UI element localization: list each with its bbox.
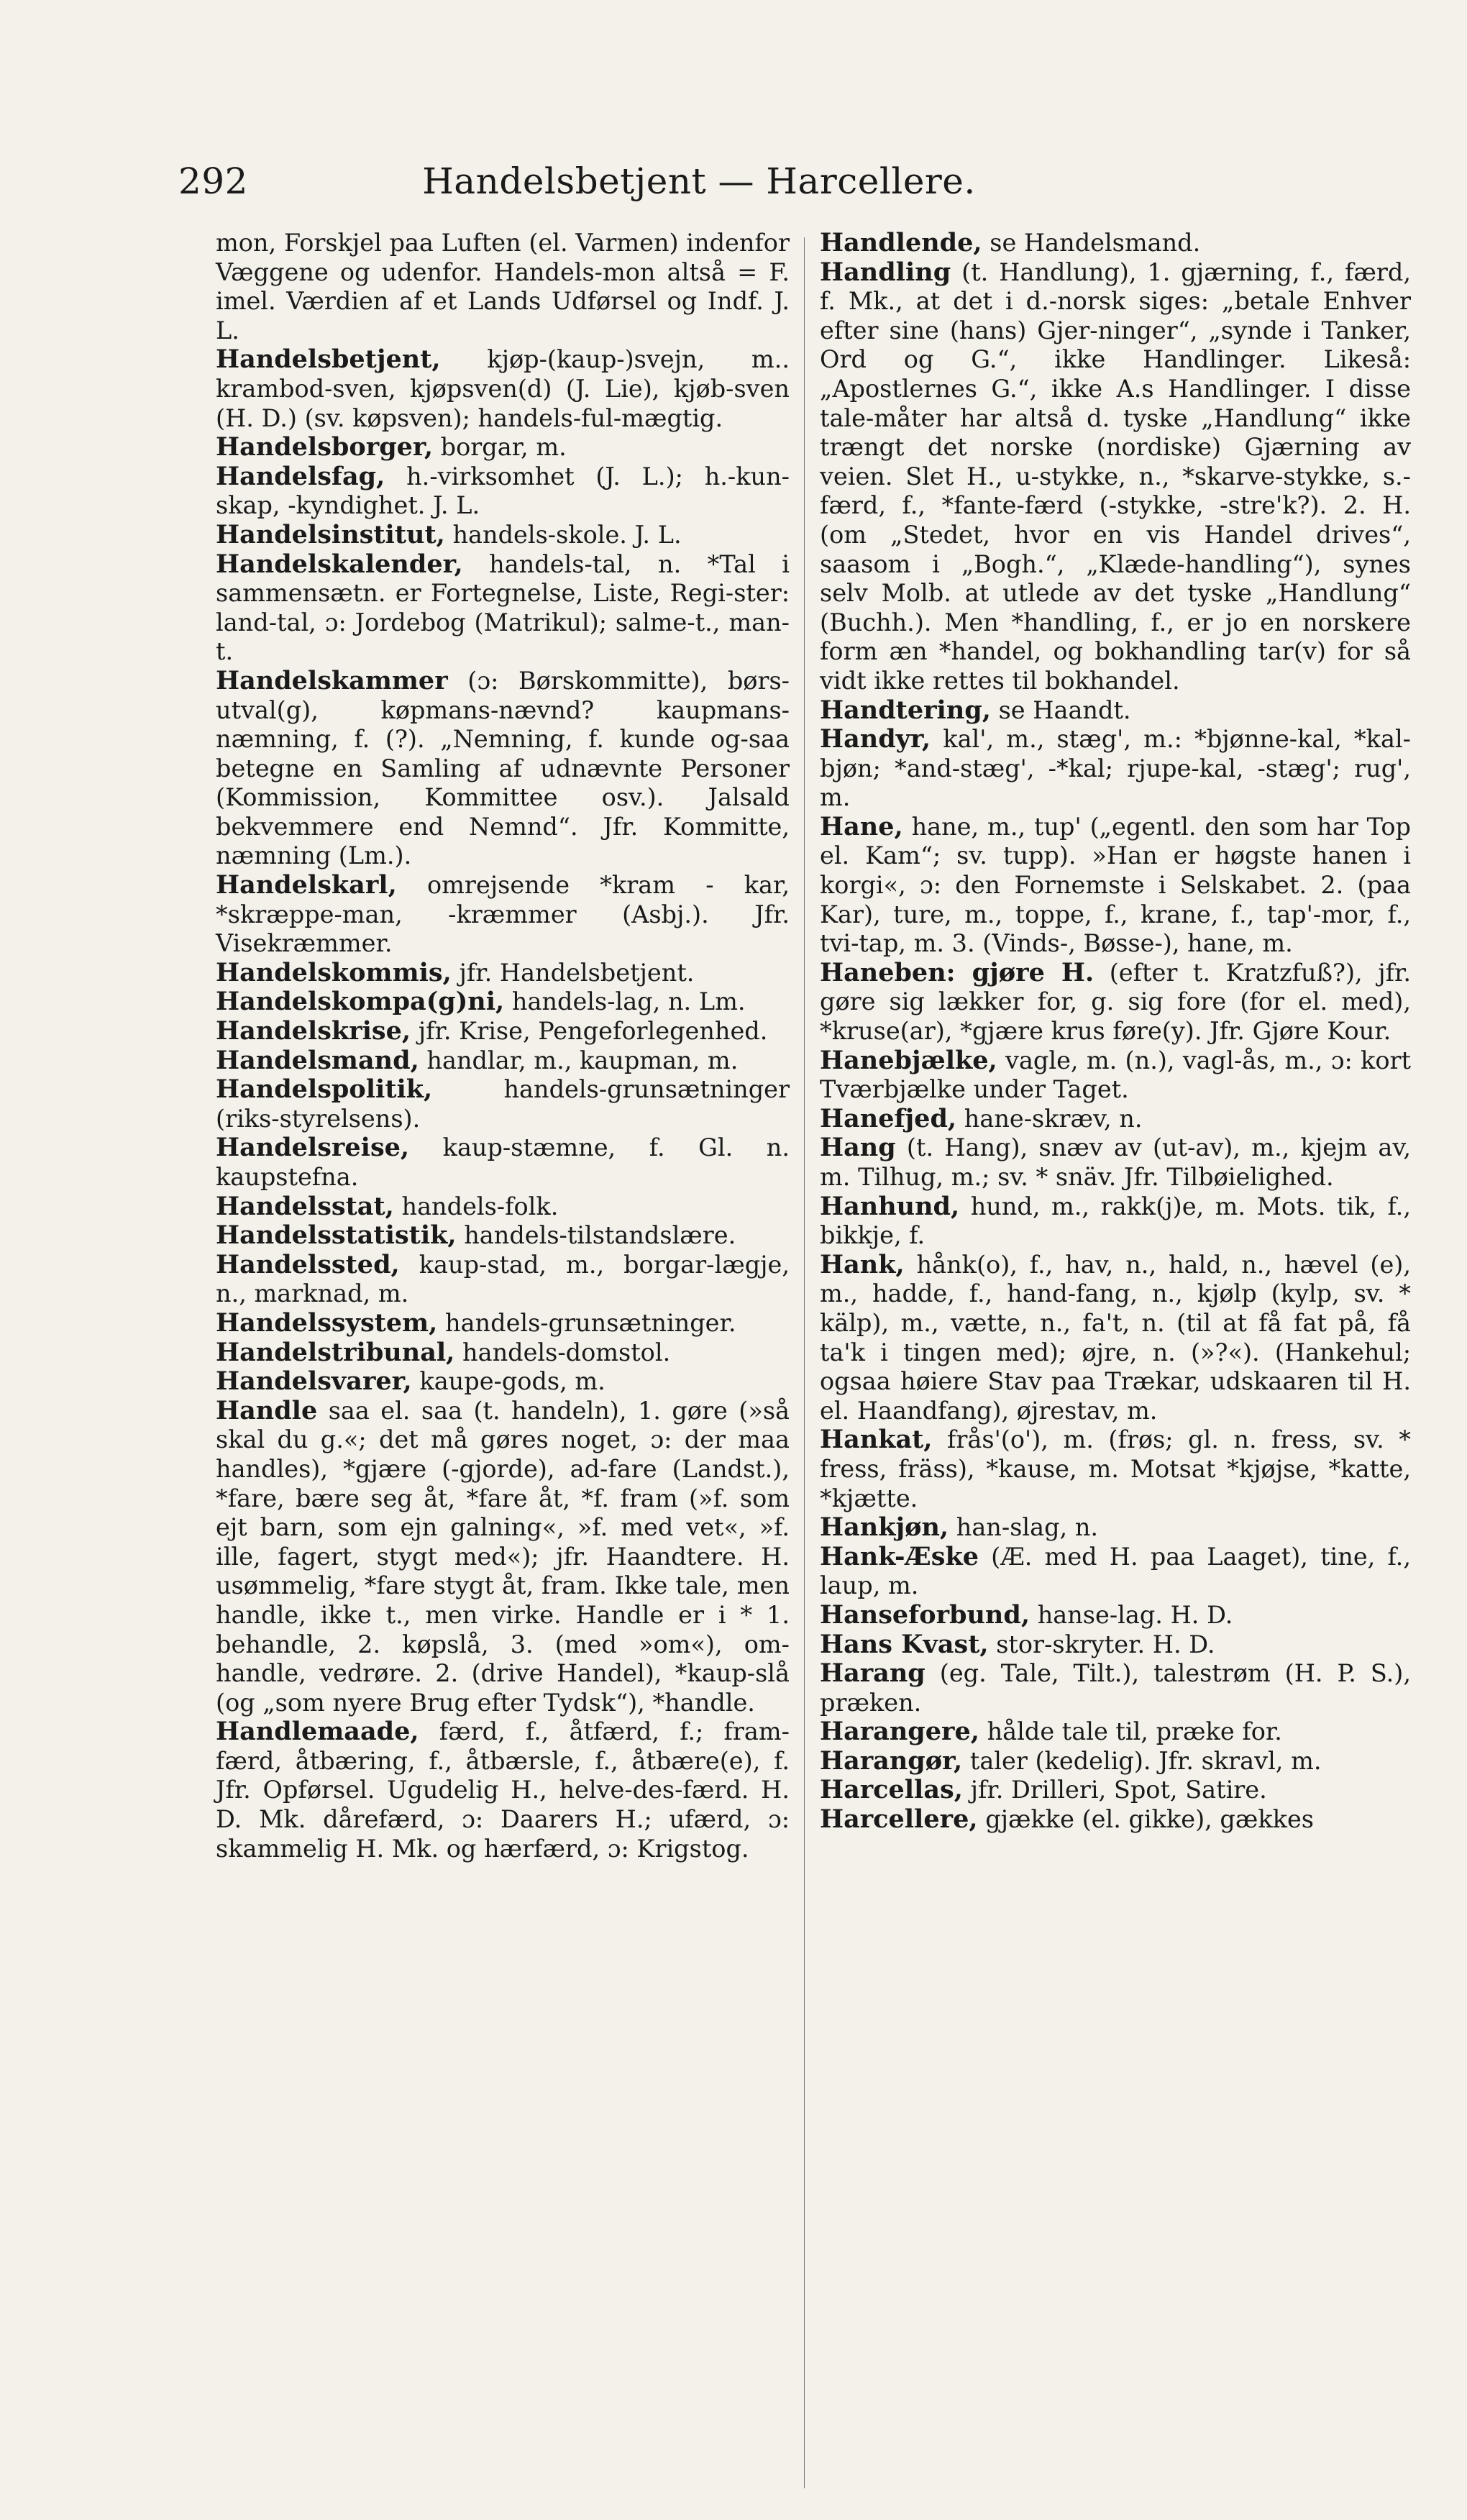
dictionary-entry	[820, 1659, 1411, 1717]
dictionary-entry	[216, 521, 790, 550]
dictionary-entry	[216, 667, 790, 871]
dictionary-entry	[216, 1046, 790, 1076]
dictionary-entry	[820, 1425, 1411, 1513]
dictionary-entry	[216, 1338, 790, 1368]
entry-definition: handels-lag, n. Lm.	[511, 987, 746, 1016]
entry-definition: se Haandt.	[998, 695, 1131, 724]
dictionary-entry	[216, 987, 790, 1017]
entry-headword: Handelskompa(g)ni,	[216, 987, 505, 1017]
entry-definition: hånk(o), f., hav, n., hald, n., hævel (e), m., hadde, f., hand-fang, n., kjølp (kylp, sv. * kälp), m., vætte, n., fa't, n. (til at få fat på, få ta'k i tingen med); øjre, n. (»?«). (Hankehul; ogsaa høiere Stav paa Trækar, udskaaren til H. el. Haandfang), øjrestav, m.	[820, 1250, 1411, 1425]
entry-headword: Handelsstat,	[216, 1191, 394, 1221]
dictionary-entry	[820, 1776, 1411, 1805]
dictionary-entry	[216, 1221, 790, 1251]
dictionary-entry	[216, 345, 790, 433]
dictionary-entry	[820, 1543, 1411, 1601]
dictionary-entry	[216, 1367, 790, 1397]
entry-headword: Harcellere,	[820, 1804, 978, 1835]
dictionary-entry	[820, 813, 1411, 959]
entry-headword: Harangere,	[820, 1717, 979, 1747]
entry-definition: han-slag, n.	[956, 1513, 1099, 1542]
entry-headword: Handelsvarer,	[216, 1366, 412, 1397]
entry-definition: kaup-stad, m., borgar-lægje, n., marknad, m.	[216, 1250, 790, 1308]
entry-definition: stor-skryter. H. D.	[996, 1630, 1215, 1658]
dictionary-entry	[820, 725, 1411, 813]
entry-headword: Handelssted,	[216, 1249, 400, 1279]
dictionary-entry	[216, 1192, 790, 1222]
entry-definition: (Æ. med H. paa Laaget), tine, f., laup, m.	[820, 1542, 1411, 1600]
entry-headword: Handelskammer	[216, 665, 448, 695]
entry-headword: Hank-Æske	[820, 1541, 979, 1571]
right-column	[820, 229, 1411, 1835]
dictionary-entry	[216, 1133, 790, 1192]
entry-headword: Harcellas,	[820, 1775, 963, 1805]
dictionary-entry	[216, 1397, 790, 1718]
entry-definition: (t. Hang), snæv av (ut-av), m., kjejm av, m. Tilhug, m.; sv. * snäv. Jfr. Tilbøielighed.	[820, 1133, 1411, 1191]
entry-definition: kjøp-(kaup-)svejn, m.. krambod-sven, kjøpsven(d) (J. Lie), kjøb-sven (H. D.) (sv. køpsven); handels-ful-mægtig.	[216, 345, 790, 432]
entry-headword: Handelspolitik,	[216, 1074, 433, 1105]
entry-definition: handels-tal, n. *Tal i sammensætn. er Fortegnelse, Liste, Regi-ster: land-tal, ɔ: Jordebog (Matrikul); salme-t., man-t.	[216, 549, 790, 666]
entry-definition: hane, m., tup' („egentl. den som har Top el. Kam“; sv. tupp). »Han er høgste hanen i korgi«, ɔ: den Fornemste i Selskabet. 2. (paa Kar), ture, m., toppe, f., krane, f., tap'-mor, f., tvi-tap, m. 3. (Vinds-, Bøsse-), hane, m.	[820, 812, 1412, 958]
entry-definition: hund, m., rakk(j)e, m. Mots. tik, f., bikkje, f.	[820, 1192, 1411, 1250]
dictionary-entry	[820, 1717, 1411, 1747]
entry-headword: Handelsbetjent,	[216, 344, 441, 375]
entry-headword: Handelsreise,	[216, 1133, 410, 1163]
dictionary-entry	[820, 1630, 1411, 1660]
dictionary-entry	[820, 1251, 1411, 1426]
entry-definition: (efter t. Kratzfuß?), jfr. gøre sig lækker for, g. sig fore (for el. med), *kruse(ar), *gjære krus føre(y). Jfr. Gjøre Kour.	[820, 958, 1411, 1046]
entry-headword: Handling	[820, 257, 951, 287]
entry-headword: Handelskalender,	[216, 549, 463, 579]
dictionary-entry	[820, 1805, 1411, 1835]
dictionary-entry	[216, 1717, 790, 1863]
entry-headword: Harang	[820, 1658, 926, 1689]
entry-headword: Hang	[820, 1133, 896, 1163]
dictionary-entry	[820, 1105, 1411, 1134]
dictionary-entry	[820, 1133, 1411, 1192]
entry-definition: handlar, m., kaupman, m.	[426, 1046, 739, 1074]
dictionary-entry	[216, 462, 790, 521]
entry-definition: se Handelsmand.	[990, 229, 1201, 257]
dictionary-entry	[820, 1513, 1411, 1543]
page-number: 292	[178, 160, 248, 202]
entry-definition: handels-skole. J. L.	[452, 520, 682, 549]
entry-headword: Haneben: gjøre H.	[820, 957, 1094, 987]
column-divider	[804, 237, 805, 2488]
entry-headword: Hanebjælke,	[820, 1045, 997, 1075]
entry-definition: hane-skræv, n.	[964, 1104, 1143, 1133]
dictionary-entry	[216, 433, 790, 462]
dictionary-entry	[216, 1309, 790, 1338]
entry-headword: Handelsinstitut,	[216, 519, 445, 549]
dictionary-entry	[820, 1192, 1411, 1251]
entry-definition: frås'(o'), m. (frøs; gl. n. fress, sv. * fress, fräss), *kause, m. Motsat *kjøjse, *katte, *kjætte.	[820, 1425, 1411, 1512]
entry-definition: (t. Handlung), 1. gjærning, f., færd, f. Mk., at det i d.-norsk siges: „betale Enhver efter sine (hans) Gjer-ninger“, „synde i Tanker, Ord og G.“, ikke Handlinger. Likeså: „Apostlernes G.“, ikke A.s Handlinger. I disse tale-måter har altså d. tyske „Handlung“ ikke trængt det norske (nordiske) Gjærning av veien. Slet H., u-stykke, n., *skarve-stykke, s.-færd, f., *fante-færd (-stykke, -stre'k?). 2. H. (om „Stedet, hvor en vis Handel drives“, saasom i „Bogh.“, „Klæde-handling“), synes selv Molb. at utlede av det tyske „Handlung“ (Buchh.). Men *handling, f., er jo en norskere form æn *handel, og bokhandling tar(v) for så vidt ikke rettes til bokhandel.	[820, 257, 1411, 695]
entry-definition: (ɔ: Børskommitte), børs-utval(g), køpmans-nævnd? kaupmans-næmning, f. (?). „Nemning, f. kunde og-saa betegne en Samling af udnævnte Personer (Kommission, Kommittee osv.). Jalsald bekvemmere end Nemnd“. Jfr. Kommitte, næmning (Lm.).	[216, 666, 790, 870]
entry-definition: kaup-stæmne, f. Gl. n. kaupstefna.	[216, 1133, 790, 1191]
dictionary-entry	[820, 258, 1411, 696]
entry-definition: borgar, m.	[440, 433, 567, 462]
entry-headword: Hanseforbund,	[820, 1599, 1030, 1630]
dictionary-entry	[216, 871, 790, 959]
entry-headword: Handlemaade,	[216, 1717, 419, 1747]
entry-headword: Handelsfag,	[216, 461, 385, 491]
entry-headword: Hans Kvast,	[820, 1629, 989, 1659]
entry-headword: Handlende,	[820, 228, 982, 257]
entry-headword: Hanhund,	[820, 1191, 960, 1221]
entry-definition: handels-grunsætninger.	[445, 1308, 736, 1337]
entry-definition: mon, Forskjel paa Luften (el. Varmen) indenfor Væggene og udenfor. Handels-mon altså = F. imel. Værdien af et Lands Udførsel og Indf. J. L.	[216, 229, 790, 344]
entry-definition: handels-domstol.	[462, 1338, 671, 1366]
dictionary-entry	[216, 550, 790, 667]
dictionary-entry	[820, 1747, 1411, 1776]
entry-definition: jfr. Drilleri, Spot, Satire.	[970, 1776, 1267, 1804]
entry-definition: hanse-lag. H. D.	[1037, 1600, 1233, 1629]
entry-headword: Handelssystem,	[216, 1307, 438, 1338]
running-title: Handelsbetjent — Harcellere.	[422, 160, 976, 202]
page-header	[178, 152, 1054, 210]
dictionary-entry	[216, 1017, 790, 1046]
dictionary-entry	[216, 1075, 790, 1133]
dictionary-entry	[820, 959, 1411, 1046]
entry-headword: Handtering,	[820, 695, 991, 725]
entry-headword: Hankjøn,	[820, 1512, 949, 1543]
entry-definition: kal', m., stæg', m.: *bjønne-kal, *kal-bjøn; *and-stæg', -*kal; rjupe-kal, -stæg'; rug', m.	[820, 725, 1411, 812]
entry-headword: Handelstribunal,	[216, 1337, 455, 1367]
entry-headword: Handelskrise,	[216, 1016, 411, 1046]
entry-definition: taler (kedelig). Jfr. skravl, m.	[969, 1746, 1322, 1775]
entry-headword: Hank,	[820, 1249, 905, 1279]
left-column	[216, 229, 790, 1863]
entry-headword: Handle	[216, 1395, 318, 1425]
entry-definition: handels-folk.	[401, 1192, 559, 1220]
entry-definition: vagle, m. (n.), vagl-ås, m., ɔ: kort Tværbjælke under Taget.	[820, 1046, 1411, 1104]
entry-headword: Handyr,	[820, 724, 931, 754]
dictionary-entry	[820, 229, 1411, 258]
entry-headword: Handelskarl,	[216, 870, 397, 900]
entry-headword: Harangør,	[820, 1745, 963, 1776]
entry-definition: omrejsende *kram - kar, *skræppe-man, -kræmmer (Asbj.). Jfr. Visekræmmer.	[216, 871, 790, 958]
entry-definition: handels-tilstandslære.	[464, 1221, 736, 1250]
entry-headword: Hankat,	[820, 1425, 933, 1455]
entry-definition: hålde tale til, præke for.	[987, 1717, 1282, 1746]
entry-definition: kaupe-gods, m.	[419, 1367, 605, 1396]
entry-definition: (eg. Tale, Tilt.), talestrøm (H. P. S.), præken.	[820, 1659, 1411, 1717]
dictionary-entry	[216, 1251, 790, 1309]
dictionary-entry	[820, 1601, 1411, 1630]
dictionary-entry	[820, 696, 1411, 726]
entry-headword: Handelsborger,	[216, 432, 434, 462]
entry-headword: Handelsstatistik,	[216, 1220, 457, 1251]
entry-headword: Handelsmand,	[216, 1045, 419, 1075]
entry-definition: gjække (el. gikke), gækkes	[985, 1805, 1314, 1834]
entry-headword: Hane,	[820, 811, 903, 841]
entry-definition: jfr. Handelsbetjent.	[459, 958, 695, 987]
entry-definition: handels-grunsætninger (riks-styrelsens).	[216, 1075, 790, 1133]
entry-definition: h.-virksomhet (J. L.); h.-kun-skap, -kyndighet. J. L.	[216, 462, 790, 520]
entry-headword: Handelskommis,	[216, 957, 452, 987]
entry-definition: jfr. Krise, Pengeforlegenhed.	[418, 1017, 768, 1046]
entry-definition: færd, f., åtfærd, f.; fram-færd, åtbæring, f., åtbærsle, f., åtbære(e), f. Jfr. Opførsel. Ugudelig H., helve-des-færd. H. D. Mk. dårefærd, ɔ: Daarers H.; ufærd, ɔ: skammelig H. Mk. og hærfærd, ɔ: Krigstog.	[216, 1717, 790, 1863]
entry-definition: saa el. saa (t. handeln), 1. gøre (»så skal du g.«; det må gøres noget, ɔ: der maa handles), *gjære (-gjorde), ad-fare (Landst.), *fare, bære seg åt, *fare åt, *f. fram (»f. som ejt barn, som ejn galning«, »f. med vet«, »f. ille, fagert, stygt med«); jfr. Haandtere. H. usømmelig, *fare stygt åt, fram. Ikke tale, men handle, ikke t., men virke. Handle er i * 1. behandle, 2. køpslå, 3. (med »om«), om-handle, vedrøre. 2. (drive Handel), *kaup-slå (og „som nyere Brug efter Tydsk“), *handle.	[216, 1396, 790, 1717]
dictionary-entry	[216, 959, 790, 988]
entry-headword: Hanefjed,	[820, 1103, 957, 1133]
dictionary-entry	[820, 1046, 1411, 1105]
dictionary-entry	[216, 229, 790, 345]
